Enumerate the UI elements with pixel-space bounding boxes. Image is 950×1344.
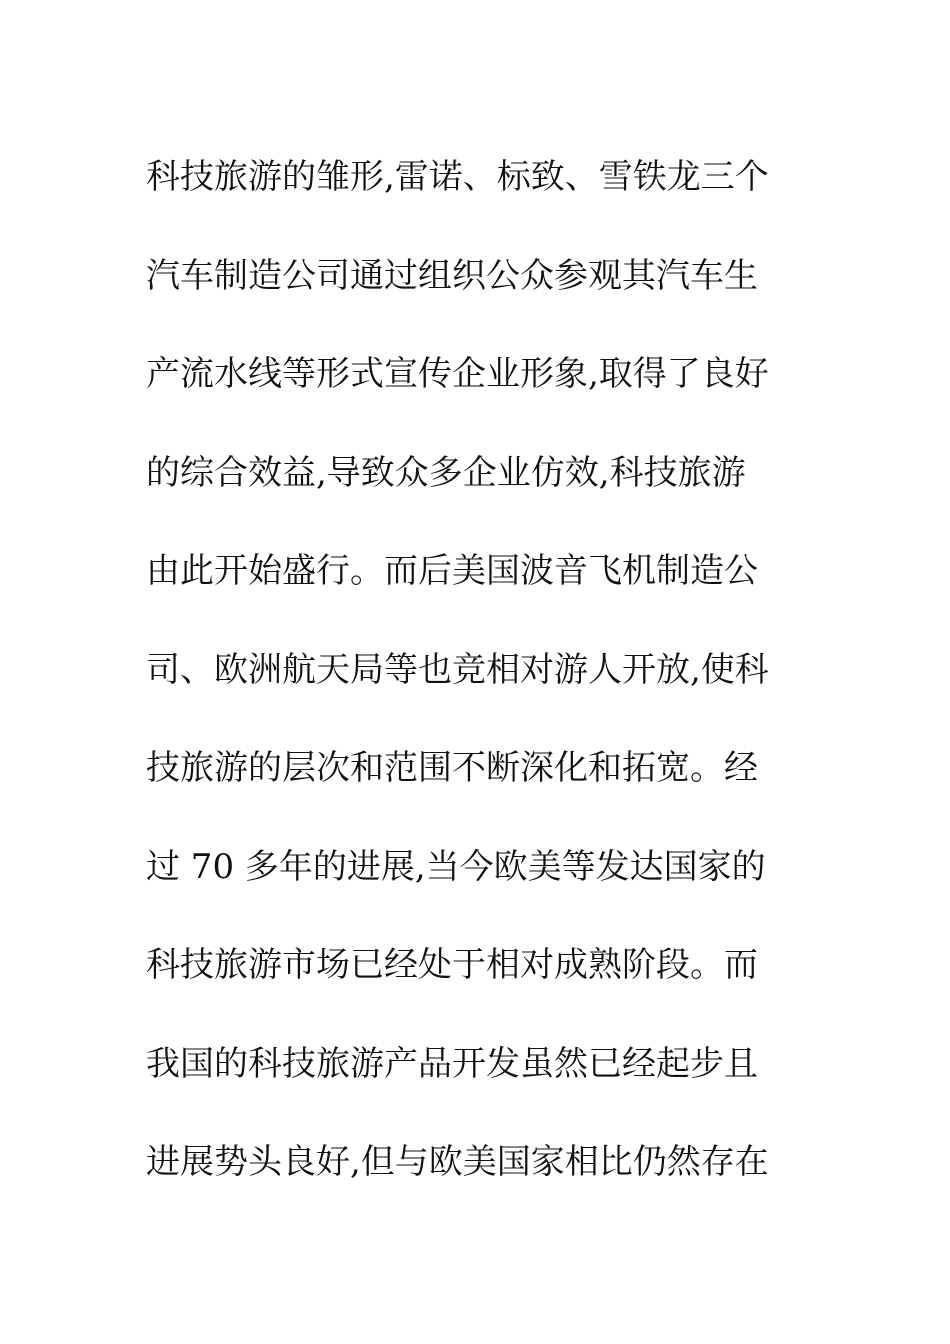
text-line-1: 科技旅游的雏形,雷诺、标致、雪铁龙三个 (146, 157, 769, 197)
text-line-2: 汽车制造公司通过组织公众参观其汽车生 (146, 255, 758, 296)
text-line-9: 科技旅游市场已经处于相对成熟阶段。而 (146, 945, 758, 985)
body-text (146, 128, 826, 1212)
text-line-6: 司、欧洲航天局等也竞相对游人开放,使科 (146, 649, 769, 690)
text-line-11: 进展势头良好,但与欧美国家相比仍然存在 (146, 1142, 769, 1182)
text-line-10: 我国的科技旅游产品开发虽然已经起步且 (146, 1043, 758, 1084)
text-line-3: 产流水线等形式宣传企业形象,取得了良好 (146, 354, 769, 394)
text-line-5: 由此开始盛行。而后美国波音飞机制造公 (146, 551, 758, 591)
text-line-8: 过 70 多年的进展,当今欧美等发达国家的 (146, 846, 766, 887)
text-line-4: 的综合效益,导致众多企业仿效,科技旅游 (146, 452, 746, 493)
text-line-7: 技旅游的层次和范围不断深化和拓宽。经 (146, 748, 758, 788)
